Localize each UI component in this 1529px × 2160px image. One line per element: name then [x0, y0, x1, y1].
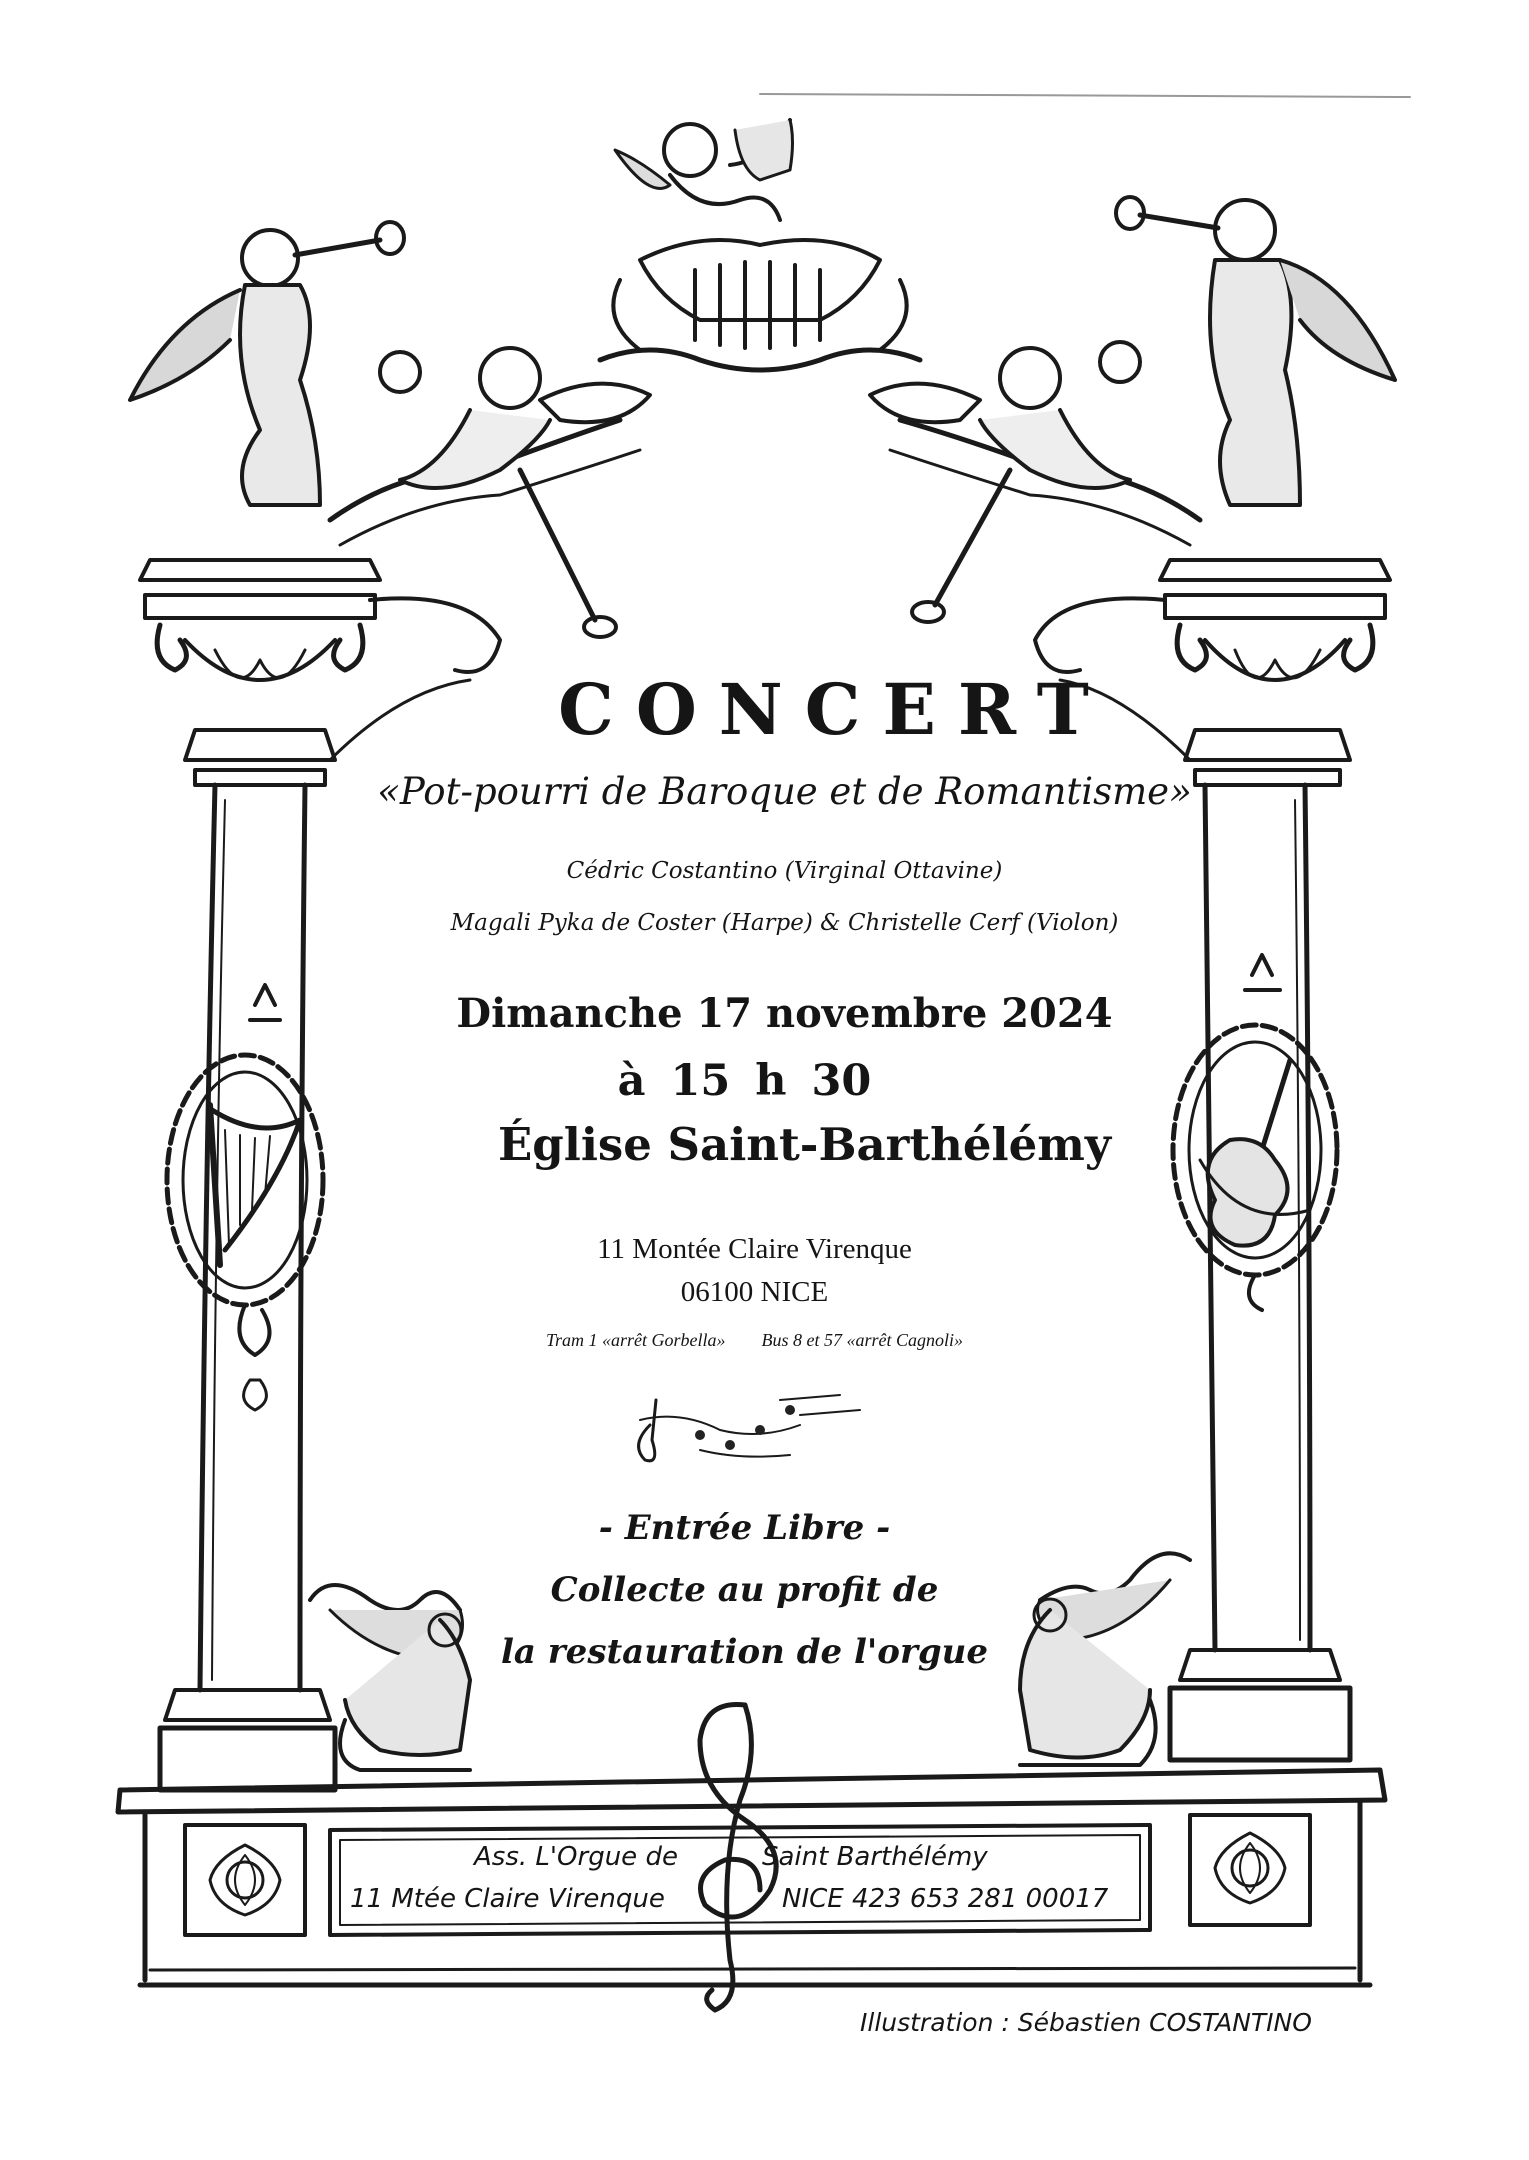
address-street: 11 Montée Claire Virenque — [597, 1233, 912, 1265]
rose-left-icon — [210, 1845, 280, 1915]
tram-info: Tram 1 «arrêt Gorbella» — [545, 1330, 726, 1350]
angel-right-icon — [1116, 197, 1395, 505]
venue-name: Église Saint-Barthélémy — [497, 1118, 1112, 1171]
angel-left-icon — [130, 222, 404, 505]
music-notes-icon — [639, 1395, 860, 1461]
performer-line-2: Magali Pyka de Coster (Harpe) & Christelle Cerf (Violon) — [450, 910, 1119, 936]
address-city: 06100 NICE — [680, 1276, 829, 1308]
plinth-icon — [118, 1770, 1385, 1985]
footer-address-right: NICE 423 653 281 00017 — [782, 1884, 1109, 1914]
bus-info: Bus 8 et 57 «arrêt Cagnoli» — [761, 1330, 964, 1350]
collection-line-2: la restauration de l'orgue — [500, 1632, 988, 1672]
concert-time: à 15 h 30 — [617, 1056, 872, 1106]
entry-info: - Entrée Libre - — [598, 1508, 891, 1548]
footer-association-right: Saint Barthélémy — [762, 1842, 988, 1872]
concert-date: Dimanche 17 novembre 2024 — [456, 990, 1113, 1037]
transit-info — [0, 1330, 1519, 1351]
top-crest-icon — [540, 240, 980, 422]
rose-right-icon — [1215, 1833, 1285, 1903]
collection-line-1: Collecte au profit de — [550, 1570, 939, 1610]
cherub-icon — [615, 120, 793, 220]
page-title: CONCERT — [558, 668, 1111, 751]
footer-address-left: 11 Mtée Claire Virenque — [350, 1884, 665, 1914]
illustration-credit: Illustration : Sébastien COSTANTINO — [860, 2008, 1312, 2037]
footer-association-left: Ass. L'Orgue de — [474, 1842, 678, 1872]
subtitle: «Pot-pourri de Baroque et de Romantisme» — [377, 770, 1192, 813]
performer-line-1: Cédric Costantino (Virginal Ottavine) — [566, 858, 1003, 884]
